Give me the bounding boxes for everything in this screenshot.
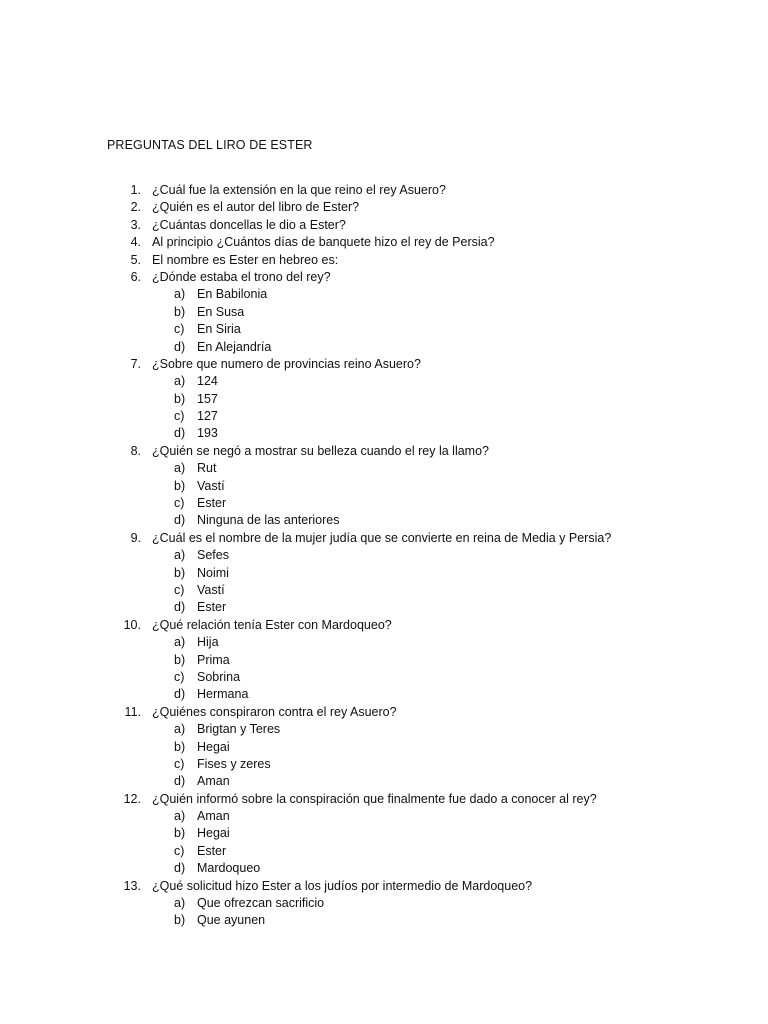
option-text: 157 — [197, 391, 218, 406]
option-text: Ester — [197, 600, 227, 615]
answer-option — [0, 391, 768, 408]
option-letter: b) — [174, 652, 186, 667]
option-letter: d) — [174, 861, 186, 876]
question-text: ¿Qué solicitud hizo Ester a los judíos por intermedio de Mardoqueo? — [152, 878, 533, 893]
answer-option — [0, 495, 768, 512]
option-letter: c) — [174, 669, 185, 684]
answer-option — [0, 512, 768, 529]
answer-option — [0, 843, 768, 860]
option-text: Fises y zeres — [197, 756, 271, 771]
question-number: 2. — [130, 200, 141, 215]
question-number: 7. — [130, 356, 141, 371]
question-text: ¿Cuál fue la extensión en la que reino el rey Asuero? — [152, 183, 446, 197]
question-number: 5. — [130, 252, 141, 267]
option-text: En Alejandría — [197, 339, 272, 354]
answer-option — [0, 739, 768, 756]
question-text: ¿Dónde estaba el trono del rey? — [152, 269, 331, 284]
option-text: Que ayunen — [197, 913, 266, 928]
question-item — [0, 617, 768, 634]
question-item — [0, 234, 768, 251]
question-text: ¿Cuántas doncellas le dio a Ester? — [152, 217, 346, 232]
option-letter: b) — [174, 565, 186, 580]
option-letter: d) — [174, 774, 186, 789]
question-item — [0, 217, 768, 234]
option-letter: d) — [174, 426, 186, 441]
question-text: ¿Quiénes conspiraron contra el rey Asuero? — [152, 704, 397, 719]
answer-option — [0, 912, 768, 929]
option-text: Noimi — [197, 565, 229, 580]
option-text: Sefes — [197, 548, 229, 563]
question-number: 9. — [130, 530, 141, 545]
question-text: ¿Quién es el autor del libro de Ester? — [152, 200, 360, 215]
option-letter: d) — [174, 513, 186, 528]
answer-option — [0, 321, 768, 338]
question-item — [0, 791, 768, 808]
answer-option — [0, 756, 768, 773]
question-text: ¿Qué relación tenía Ester con Mardoqueo? — [152, 617, 392, 632]
option-letter: c) — [174, 756, 185, 771]
question-item — [0, 704, 768, 721]
question-text: ¿Cuál es el nombre de la mujer judía que se convierte en reina de Media y Persia? — [152, 530, 612, 545]
answer-option — [0, 478, 768, 495]
option-letter: b) — [174, 826, 186, 841]
question-item — [0, 530, 768, 547]
option-text: 193 — [197, 426, 218, 441]
option-letter: c) — [174, 843, 185, 858]
answer-option — [0, 599, 768, 616]
question-item — [0, 443, 768, 460]
question-item — [0, 182, 768, 199]
document-title: PREGUNTAS DEL LIRO DE ESTER — [107, 138, 313, 152]
question-number: 4. — [130, 235, 141, 250]
option-text: Sobrina — [197, 669, 241, 684]
question-item — [0, 252, 768, 269]
option-text: En Siria — [197, 322, 241, 337]
question-text: ¿Sobre que numero de provincias reino Asuero? — [152, 356, 421, 371]
option-text: 127 — [197, 409, 218, 424]
option-text: Hermana — [197, 687, 249, 702]
question-number: 3. — [130, 217, 141, 232]
option-letter: b) — [174, 304, 186, 319]
question-number: 13. — [123, 878, 141, 893]
option-text: Vastí — [197, 582, 225, 597]
option-letter: a) — [174, 374, 186, 389]
option-text: Hegai — [197, 739, 230, 754]
question-item — [0, 269, 768, 286]
answer-option — [0, 565, 768, 582]
question-item — [0, 199, 768, 216]
answer-option — [0, 547, 768, 564]
option-text: Mardoqueo — [197, 861, 261, 876]
question-text: El nombre es Ester en hebreo es: — [152, 252, 339, 267]
option-letter: c) — [174, 409, 185, 424]
answer-option — [0, 686, 768, 703]
option-text: Ester — [197, 843, 227, 858]
option-text: Hegai — [197, 826, 230, 841]
answer-option — [0, 582, 768, 599]
question-text: ¿Quién informó sobre la conspiración que finalmente fue dado a conocer al rey? — [152, 791, 597, 806]
option-letter: b) — [174, 391, 186, 406]
question-number: 6. — [130, 269, 141, 284]
option-text: Prima — [197, 652, 230, 667]
option-letter: a) — [174, 635, 186, 650]
answer-option — [0, 304, 768, 321]
answer-option — [0, 634, 768, 651]
answer-option — [0, 460, 768, 477]
option-letter: b) — [174, 739, 186, 754]
option-text: Aman — [197, 809, 230, 824]
question-item — [0, 356, 768, 373]
answer-option — [0, 425, 768, 442]
option-letter: a) — [174, 287, 186, 302]
option-letter: a) — [174, 722, 186, 737]
question-list — [0, 182, 768, 930]
option-text: Hija — [197, 635, 219, 650]
question-number: 11. — [124, 704, 141, 719]
option-letter: b) — [174, 478, 186, 493]
option-letter: a) — [174, 809, 186, 824]
option-letter: c) — [174, 582, 185, 597]
option-letter: a) — [174, 896, 186, 911]
answer-option — [0, 721, 768, 738]
option-text: Rut — [197, 461, 217, 476]
answer-option — [0, 669, 768, 686]
option-text: Vastí — [197, 478, 225, 493]
question-number: 10. — [123, 617, 141, 632]
answer-option — [0, 286, 768, 303]
answer-option — [0, 808, 768, 825]
answer-option — [0, 895, 768, 912]
option-letter: d) — [174, 600, 186, 615]
question-item — [0, 878, 768, 895]
answer-option — [0, 652, 768, 669]
answer-option — [0, 860, 768, 877]
answer-option — [0, 373, 768, 390]
answer-option — [0, 408, 768, 425]
option-letter: a) — [174, 461, 186, 476]
option-letter: c) — [174, 496, 185, 511]
option-letter: b) — [174, 913, 186, 928]
option-text: Ester — [197, 496, 227, 511]
option-letter: d) — [174, 339, 186, 354]
option-text: En Babilonia — [197, 287, 268, 302]
question-number: 8. — [130, 443, 141, 458]
answer-option — [0, 339, 768, 356]
answer-option — [0, 825, 768, 842]
question-text: Al principio ¿Cuántos días de banquete hizo el rey de Persia? — [152, 235, 495, 250]
option-text: Que ofrezcan sacrificio — [197, 896, 325, 911]
option-letter: c) — [174, 322, 185, 337]
answer-option — [0, 773, 768, 790]
option-letter: d) — [174, 687, 186, 702]
option-letter: a) — [174, 548, 186, 563]
question-text: ¿Quién se negó a mostrar su belleza cuando el rey la llamo? — [152, 443, 489, 458]
question-number: 1. — [130, 183, 141, 197]
option-text: Aman — [197, 774, 230, 789]
question-number: 12. — [123, 791, 141, 806]
option-text: Brigtan y Teres — [197, 722, 281, 737]
option-text: En Susa — [197, 304, 245, 319]
option-text: 124 — [197, 374, 218, 389]
option-text: Ninguna de las anteriores — [197, 513, 340, 528]
